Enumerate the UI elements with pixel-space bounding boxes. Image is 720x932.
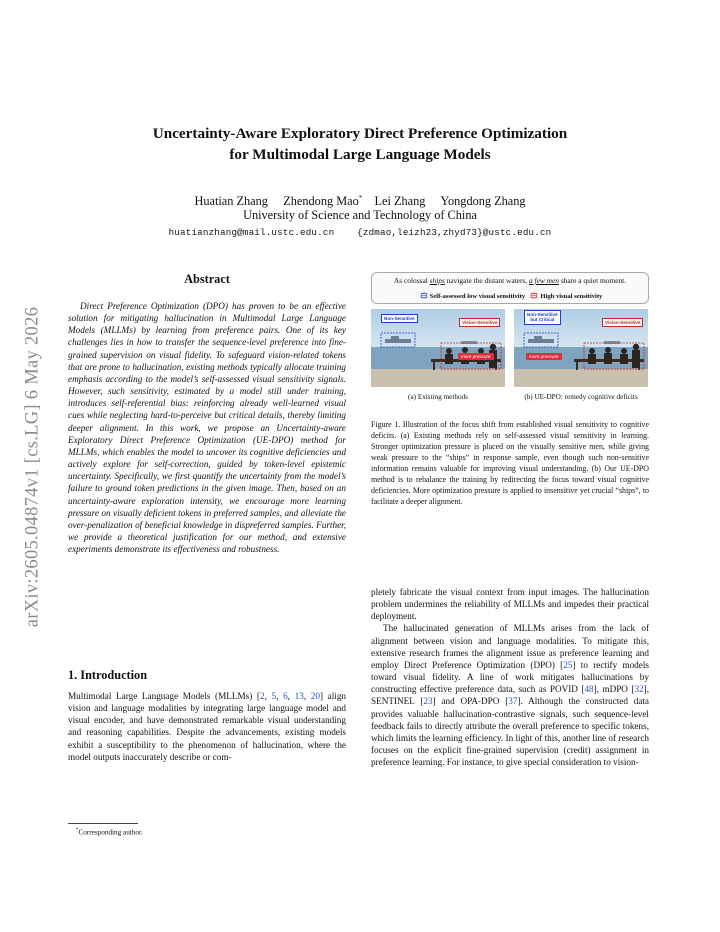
abstract-heading: Abstract xyxy=(184,272,230,286)
emails-text: huatianzhang@mail.ustc.edu.cn {zdmao,leizh23,zhyd73}@ustc.edu.cn xyxy=(168,227,552,238)
arxiv-stamp-text: arXiv:2605.04874v1 [cs.LG] 6 May 2026 xyxy=(22,306,43,628)
citation-link[interactable]: 37 xyxy=(508,696,518,707)
intro-text: ] align vision and language modalities by integrating large language model and visual encoder, and have demonstrated remarkable visual understanding and reasoning capabilities. Despite the advancements, existing models exhibit a susceptibility to the phenomenon of hallucination, where the model outputs inaccurately describe or com- xyxy=(68,691,347,762)
corresponding-mark: * xyxy=(358,194,363,202)
citation-link[interactable]: 2 xyxy=(259,691,265,701)
label-non-sensitive: Non-Sensitive xyxy=(381,314,418,323)
body-text: ] to rectify models toward visual fidelity. A line of work mitigates hallucinations by constructing effective preference data, such as POVID [ xyxy=(371,659,649,695)
figure-legend xyxy=(371,291,649,300)
citation-link[interactable]: 25 xyxy=(563,659,573,670)
body-text: The hallucinated generation of MLLMs arises from the lack of alignment between vision and language modalities. To mitigate this, extensive research frames the alignment issue as preference learning and employ Direct Preference Optimization (DPO) [ xyxy=(371,623,649,670)
section-heading-introduction: 1. Introduction xyxy=(68,668,148,682)
paragraph: pletely fabricate the visual context from input images. The hallucination problem undermines the reliability of MLLMs and impedes their practical deployment. xyxy=(371,587,649,622)
body-text: ]. Although the constructed data provides valuable hallucination-contrastive signals, such sequence-level feedback fails to directly attribute the overall preference to specific tokens, which limits the learning efficiency. In light of this, another line of research focuses on the explicit fine-grained supervision (credit) assignment in preference learning. For instance, to give special consideration to vision- xyxy=(371,696,650,768)
footnote-text: Corresponding author. xyxy=(78,828,143,837)
paper-title xyxy=(60,123,660,165)
label-vision-sensitive: Vision-Sensitive xyxy=(459,318,500,327)
sentence-part: As colossal xyxy=(393,276,430,285)
author-1: Huatian Zhang xyxy=(194,194,268,209)
robot-icon xyxy=(420,291,428,299)
pressure-badge: more pressure xyxy=(458,353,494,360)
right-column-text xyxy=(371,586,649,768)
title-line-2: for Multimodal Large Language Models xyxy=(229,146,491,163)
subcaption-a: (a) Existing methods xyxy=(408,393,468,401)
citation-link[interactable]: 20 xyxy=(310,691,320,701)
figure-image-b xyxy=(514,309,648,387)
citation-link[interactable]: 23 xyxy=(423,696,433,707)
legend-high-sensitivity: High visual sensitivity xyxy=(540,293,603,300)
author-emails xyxy=(60,227,660,238)
citation-link[interactable]: 5 xyxy=(271,691,277,701)
citation-link[interactable]: 6 xyxy=(283,691,288,701)
affiliation: University of Science and Technology of China xyxy=(243,208,477,222)
intro-text: Multimodal Large Language Models (MLLMs) [ xyxy=(68,691,260,701)
arxiv-stamp xyxy=(22,262,44,672)
intro-paragraph: Multimodal Large Language Models (MLLMs) [2, 5, 6, 13, 20] align vision and language modalities by integrating large language model and visual encoder, and have demonstrated remarkable visual understanding and reasoning capabilities. Despite the advancements, existing models exhibit a susceptibility to the phenomenon of hallucination, where the model outputs inaccurately describe or com- xyxy=(68,691,347,762)
label-vision-sensitive: Vision-Sensitive xyxy=(602,318,643,327)
footnote-mark: * xyxy=(76,828,79,833)
footnote-rule xyxy=(68,823,138,824)
label-line: but Critical xyxy=(530,317,555,323)
author-3: Lei Zhang xyxy=(374,194,426,209)
citation-link[interactable]: 32 xyxy=(634,684,644,695)
sentence-ships: ships xyxy=(429,276,445,285)
footnote xyxy=(76,828,143,836)
label-non-sensitive-critical xyxy=(524,310,561,325)
body-text: ] and OPA-DPO [ xyxy=(432,696,509,707)
label-line: Non-Sensitive xyxy=(527,312,558,317)
title-line-1: Uncertainty-Aware Exploratory Direct Preference Optimization xyxy=(152,125,568,142)
sentence-part: share a quiet moment. xyxy=(558,276,627,285)
paragraph xyxy=(371,622,649,768)
figure-image-a xyxy=(371,309,505,387)
sentence-men: a few men xyxy=(529,276,559,285)
pressure-badge: more pressure xyxy=(526,353,562,360)
citation-link[interactable]: 13 xyxy=(294,691,304,701)
figure-example-sentence xyxy=(371,276,649,285)
sentence-part: navigate the distant waters, xyxy=(444,276,529,285)
robot-icon xyxy=(530,291,538,299)
legend-low-sensitivity: Self-assessed low visual sensitivity xyxy=(429,293,526,300)
subcaption-b: (b) UE-DPO: remedy cognitive deficits xyxy=(524,393,638,401)
author-2: Zhendong Mao xyxy=(283,194,359,209)
author-4: Yongdong Zhang xyxy=(440,194,526,209)
figure-caption: Figure 1. Illustration of the focus shift from established visual sensitivity to cognitive deficits. (a) Existing methods rely on self-assessed visual sensitivity in learning. Stronger optimization pressure is placed on the visually sensitive men, while giving weak pressure to the “ships” in response sample, even though such non-sensitive information remains valuable for improving visual understanding. (b) Our UE-DPO method is to rebalance the training by redirecting the focus toward visual cognitive deficiencies. More optimization pressure is applied to insensitive yet crucial “ships”, to facilitate a deeper alignment. xyxy=(371,420,649,507)
body-text: ], mDPO [ xyxy=(593,684,635,695)
body-text: ], SENTINEL [ xyxy=(371,684,649,707)
abstract-body: Direct Preference Optimization (DPO) has proven to be an effective solution for mitigating hallucination in Multimodal Large Language Models (MLLMs) by learning from preference pairs. One of its key challenges lies in how to transfer the sequence-level preference into fine-grained supervision on visual fidelity. To safeguard vision-related tokens that are prone to hallucination, existing methods typically allocate training emphasis according to the model’s self-assessed visual sensitivity signals. However, such sensitivity, estimated by a model still under training, introduces self-referential bias: reinforcing already well-learned visual cues while neglecting hard-to-perceive but critical details, thereby limiting deeper alignment. In this work, we propose an Uncertainty-aware Exploratory Direct Preference Optimization (UE-DPO) method for MLLMs, which enables the model to uncover its cognitive deficiencies and actively explore for self-correction, guided by token-level epistemic uncertainty. Specifically, we first quantify the uncertainty from the model’s failure to ground token predictions in the given image. Then, based on an uncertainty-aware exploration intensity, we encourage more learning pressure on visually deficient tokens in preferred samples, and alleviate the over-penalization of beneficial knowledge in dispreferred samples. Further, we provide a theoretical justification for our method, and extensive experiments demonstrate its effectiveness and robustness. xyxy=(68,301,346,555)
citation-link[interactable]: 48 xyxy=(584,684,594,695)
